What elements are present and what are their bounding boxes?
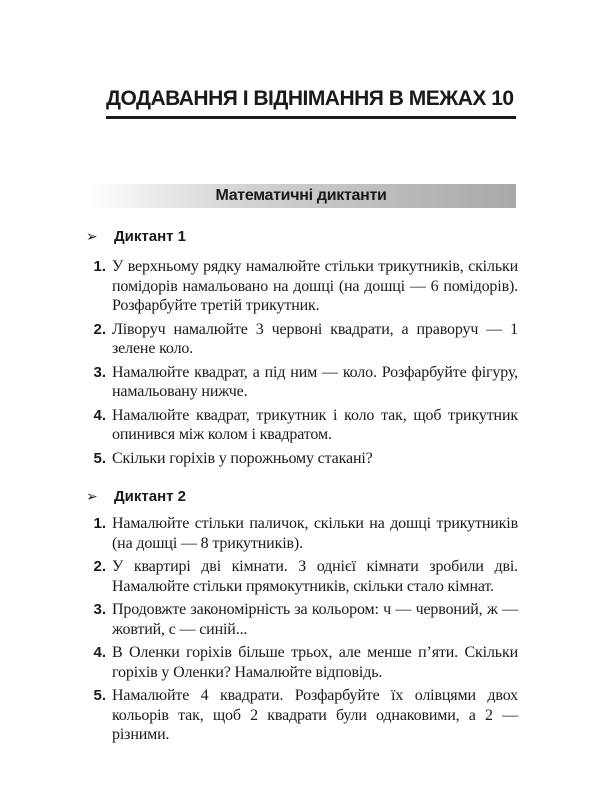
dictation-2-heading bbox=[86, 486, 186, 508]
task-item bbox=[86, 363, 518, 402]
page-title: ДОДАВАННЯ І ВІДНІМАННЯ В МЕЖАХ 10 bbox=[106, 87, 514, 110]
task-item bbox=[86, 600, 518, 639]
task-text: У верхньому рядку намалюйте стільки трикутників, скільки помідорів намальовано на дошці (на дошці — 6 помідорів). Розфарбуйте третій трикутник. bbox=[112, 258, 518, 314]
dictation-1-task-list bbox=[86, 257, 518, 472]
task-number: 3. bbox=[93, 363, 106, 381]
arrow-bullet-icon: ➢ bbox=[86, 489, 98, 505]
dictation-2-task-list bbox=[86, 514, 518, 749]
task-item bbox=[86, 449, 518, 469]
task-number: 2. bbox=[93, 320, 106, 338]
task-number: 1. bbox=[93, 515, 106, 532]
task-item bbox=[86, 643, 518, 682]
task-number: 4. bbox=[93, 644, 106, 661]
arrow-bullet-icon: ➢ bbox=[86, 229, 98, 245]
task-text: Намалюйте стільки паличок, скільки на дошці трикутників (на дошці — 8 трикутників). bbox=[112, 515, 518, 552]
task-item bbox=[86, 406, 518, 445]
title-underline bbox=[106, 116, 516, 119]
dictation-2-title: Диктант 2 bbox=[114, 488, 187, 505]
task-text: Скільки горіхів у порожньому стакані? bbox=[112, 449, 373, 467]
task-item bbox=[86, 557, 518, 596]
task-text: Ліворуч намалюйте 3 червоні квадрати, а праворуч — 1 зелене коло. bbox=[112, 320, 518, 357]
task-text: У квартирі дві кімнати. З однієї кімнати зробили дві. Намалюйте стільки прямокутників, скільки стало кімнат. bbox=[112, 558, 518, 595]
task-item bbox=[86, 686, 518, 745]
task-text: Намалюйте квадрат, а під ним — коло. Розфарбуйте фігуру, намальовану нижче. bbox=[112, 363, 518, 400]
task-number: 3. bbox=[93, 601, 106, 618]
dictation-1-heading bbox=[86, 226, 186, 248]
task-text: Продовжте закономірність за кольором: ч — червоний, ж — жовтий, с — синій... bbox=[112, 601, 518, 638]
task-item bbox=[86, 257, 518, 316]
task-item bbox=[86, 514, 518, 553]
task-text: Намалюйте квадрат, трикутник і коло так, щоб трикутник опинився між колом і квадратом. bbox=[112, 406, 518, 443]
task-text: В Оленки горіхів більше трьох, але менше п’яти. Скільки горіхів у Оленки? Намалюйте відповідь. bbox=[112, 644, 518, 681]
task-text: Намалюйте 4 квадрати. Розфарбуйте їх олівцями двох кольорів так, щоб 2 квадрати були однаковими, а 2 — різними. bbox=[112, 687, 518, 743]
task-number: 5. bbox=[93, 449, 106, 467]
section-title: Математичні диктанти bbox=[215, 187, 387, 204]
task-number: 2. bbox=[93, 558, 106, 575]
task-item bbox=[86, 320, 518, 359]
task-number: 1. bbox=[93, 258, 106, 275]
dictation-1-title: Диктант 1 bbox=[114, 228, 187, 245]
task-number: 4. bbox=[93, 406, 106, 424]
task-number: 5. bbox=[93, 687, 106, 704]
